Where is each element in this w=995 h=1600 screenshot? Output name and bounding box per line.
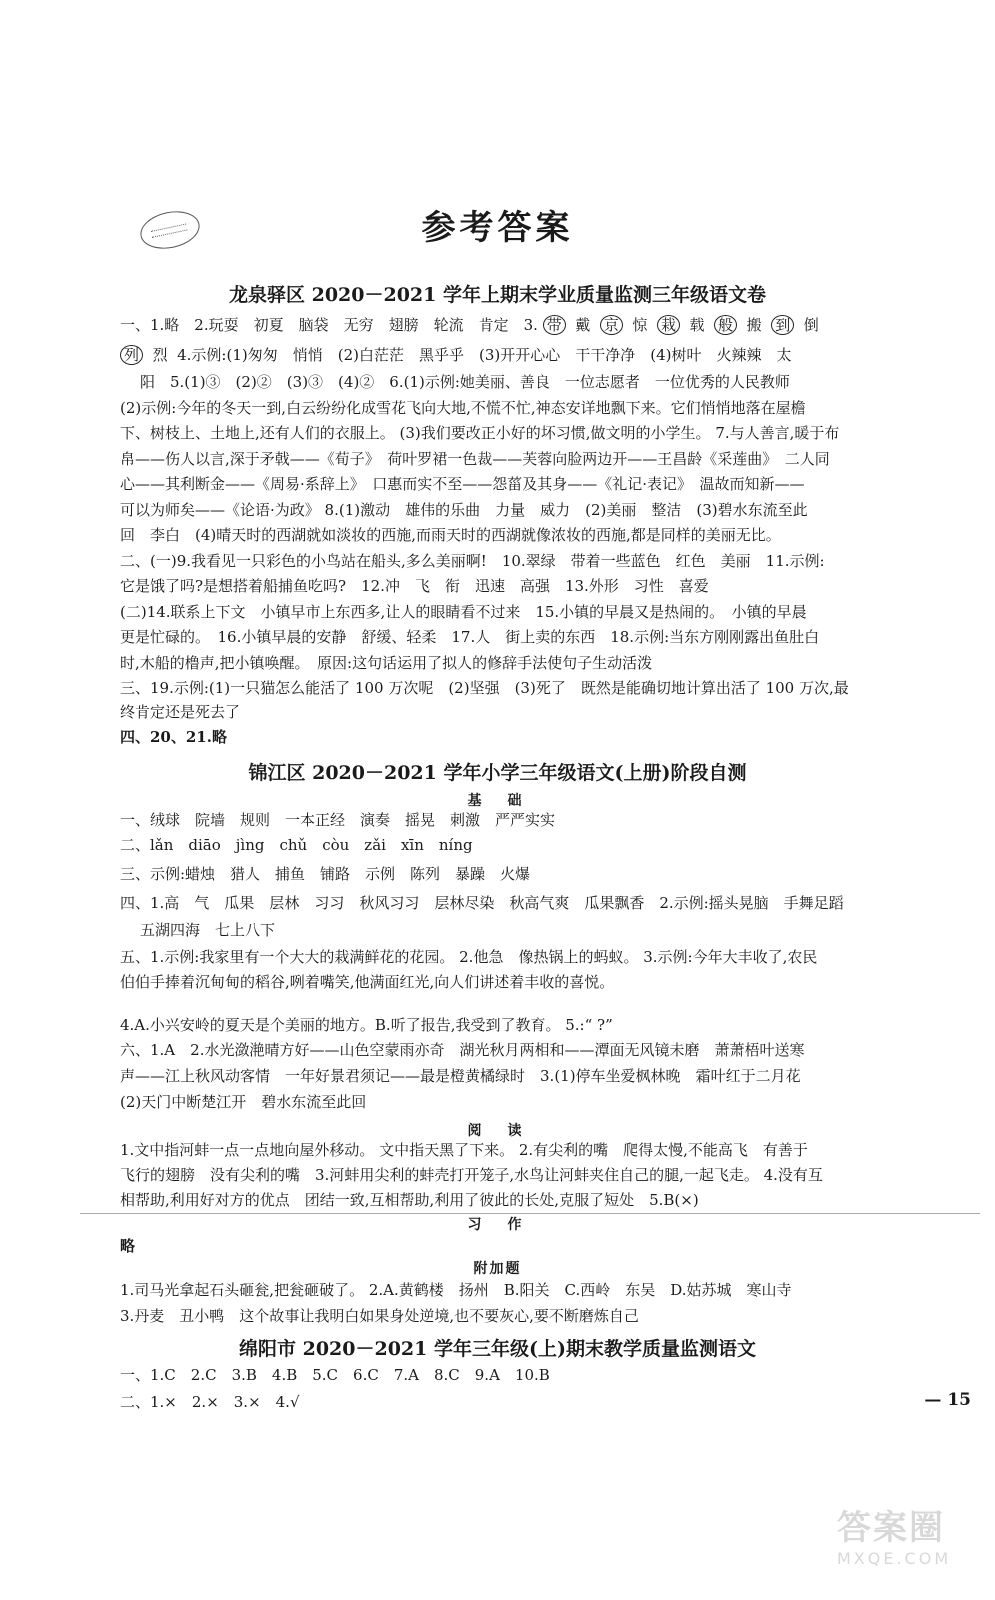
answer-line: 下、树枝上、土地上,还有人们的衣服上。 (3)我们要改正小好的坏习惯,做文明的小学生。 7.与人善言,暖于布: [120, 424, 840, 442]
answer-line: 六、1.A 2.水光潋滟晴方好——山色空蒙雨亦奇 湖光秋月两相和——潭面无风镜未磨 萧萧梧叶送寒: [120, 1041, 805, 1059]
answer-line: 四、20、21.略: [120, 728, 227, 746]
answer-line: (2)示例:今年的冬天一到,白云纷纷化成雪花飞向大地,不慌不忙,神态安详地飘下来。它们悄悄地落在屋檐: [120, 399, 806, 417]
answer-line: 更是忙碌的。 16.小镇早晨的安静 舒缓、轻柔 17.人 街上卖的东西 18.示例:当东方刚刚露出鱼肚白: [120, 628, 820, 646]
watermark-logo: [837, 1500, 977, 1570]
answer-line: 帛——伤人以言,深于矛戟——《荀子》 荷叶罗裙一色裁——芙蓉向脸两边开——王昌龄《采莲曲》 二人同: [120, 450, 830, 468]
page-fold-line: [80, 1213, 980, 1214]
answer-line: 回 李白 (4)晴天时的西湖就如淡妆的西施,而雨天时的西湖就像浓妆的西施,都是同样的美丽无比。: [120, 526, 781, 544]
answer-line: 1.司马光拿起石头砸瓮,把瓮砸破了。 2.A.黄鹤楼 扬州 B.阳关 C.西岭 东吴 D.姑苏城 寒山寺: [120, 1281, 792, 1299]
answer-line: 3.丹麦 丑小鸭 这个故事让我明白如果身处逆境,也不要灰心,要不断磨炼自己: [120, 1307, 639, 1325]
answer-line: 五湖四海 七上八下: [140, 921, 276, 939]
subheading-extra: 附加题: [473, 1261, 522, 1277]
answer-line: 1.文中指河蚌一点一点地向屋外移动。 文中指天黑了下来。 2.有尖利的嘴 爬得太慢,不能高飞 有善于: [120, 1141, 808, 1159]
answer-line: 它是饿了吗?是想搭着船捕鱼吃吗? 12.冲 飞 衔 迅速 高强 13.外形 习性 喜爱: [120, 577, 709, 595]
answer-line: 阳 5.(1)③ (2)② (3)③ (4)② 6.(1)示例:她美丽、善良 一位志愿者 一位优秀的人民教师: [140, 373, 790, 391]
answer-line: 四、1.高 气 瓜果 层林 习习 秋风习习 层林尽染 秋高气爽 瓜果飘香 2.示例:摇头晃脑 手舞足蹈: [120, 894, 844, 912]
subheading-basic: 基 础: [467, 793, 528, 809]
answer-line: 相帮助,利用好对方的优点 团结一致,互相帮助,利用了彼此的长处,克服了短处 5.B(×): [120, 1191, 699, 1209]
answer-line: 伯伯手捧着沉甸甸的稻谷,咧着嘴笑,他满面红光,向人们讲述着丰收的喜悦。: [120, 973, 615, 991]
answer-line: 二、1.× 2.× 3.× 4.√: [120, 1393, 300, 1411]
section-heading-mianyang: 绵阳市 2020－2021 学年三年级(上)期末教学质量监测语文: [239, 1338, 756, 1360]
watermark-text: 答案圈: [837, 1508, 945, 1548]
answer-line: 列 烈 4.示例:(1)匆匆 悄悄 (2)白茫茫 黑乎乎 (3)开开心心 干干净净 (4)树叶 火辣辣 太: [120, 345, 791, 365]
answer-line: 4.A.小兴安岭的夏天是个美丽的地方。B.听了报告,我受到了教育。 5.:“ ?”: [120, 1016, 613, 1034]
section-heading-jinjiang: 锦江区 2020－2021 学年小学三年级语文(上册)阶段自测: [248, 762, 747, 784]
watermark-url: MXQE.COM: [837, 1549, 952, 1568]
answer-line: 可以为师矣——《论语·为政》 8.(1)激动 雄伟的乐曲 力量 威力 (2)美丽 整洁 (3)碧水东流至此: [120, 501, 808, 519]
section-heading-longquanyi: 龙泉驿区 2020－2021 学年上期末学业质量监测三年级语文卷: [229, 284, 766, 306]
answer-line: 一、绒球 院墙 规则 一本正经 演奏 摇晃 刺激 严严实实: [120, 811, 556, 829]
answer-line: 二、(一)9.我看见一只彩色的小鸟站在船头,多么美丽啊! 10.翠绿 带着一些蓝色 红色 美丽 11.示例:: [120, 552, 825, 570]
subheading-reading: 阅 读: [467, 1123, 528, 1139]
answer-line: 心——其利断金——《周易·系辞上》 口惠而实不至——怨菑及其身——《礼记·表记》 温故而知新——: [120, 475, 805, 493]
answer-line: 略: [120, 1237, 136, 1255]
answer-line: 终肯定还是死去了: [120, 703, 241, 721]
answer-line: 时,木船的橹声,把小镇唤醒。 原因:这句话运用了拟人的修辞手法使句子生动活泼: [120, 654, 653, 672]
answer-line: 二、lǎn diāo jìng chǔ còu zǎi xīn níng: [120, 836, 473, 854]
answer-line: 三、19.示例:(1)一只猫怎么能活了 100 万次呢 (2)坚强 (3)死了 既然是能确切地计算出活了 100 万次,最: [120, 679, 849, 697]
subheading-writing: 习 作: [467, 1217, 528, 1233]
answer-line: 飞行的翅膀 没有尖利的嘴 3.河蚌用尖利的蚌壳打开笼子,水鸟让河蚌夹住自己的腿,一起飞走。 4.没有互: [120, 1166, 823, 1184]
answer-line: 声——江上秋风动客情 一年好景君须记——最是橙黄橘绿时 3.(1)停车坐爱枫林晚 霜叶红于二月花: [120, 1067, 801, 1085]
answer-line: 三、示例:蜡烛 猎人 捕鱼 铺路 示例 陈列 暴躁 火爆: [120, 865, 531, 883]
page-title: 参考答案: [421, 208, 574, 248]
answer-line: 一、1.C 2.C 3.B 4.B 5.C 6.C 7.A 8.C 9.A 10.B: [120, 1366, 550, 1384]
page-number: — 15: [924, 1390, 971, 1410]
answer-line: (二)14.联系上下文 小镇早市上东西多,让人的眼睛看不过来 15.小镇的早晨又是热闹的。 小镇的早晨: [120, 603, 807, 621]
answer-line: (2)天门中断楚江开 碧水东流至此回: [120, 1093, 367, 1111]
answer-line: 一、1.略 2.玩耍 初夏 脑袋 无穷 翅膀 轮流 肯定 3. 带 戴 京 惊 栽 载 般 搬 到 倒: [120, 316, 819, 334]
answer-line: 五、1.示例:我家里有一个大大的栽满鲜花的花园。 2.他急 像热锅上的蚂蚁。 3.示例:今年大丰收了,农民: [120, 948, 818, 966]
